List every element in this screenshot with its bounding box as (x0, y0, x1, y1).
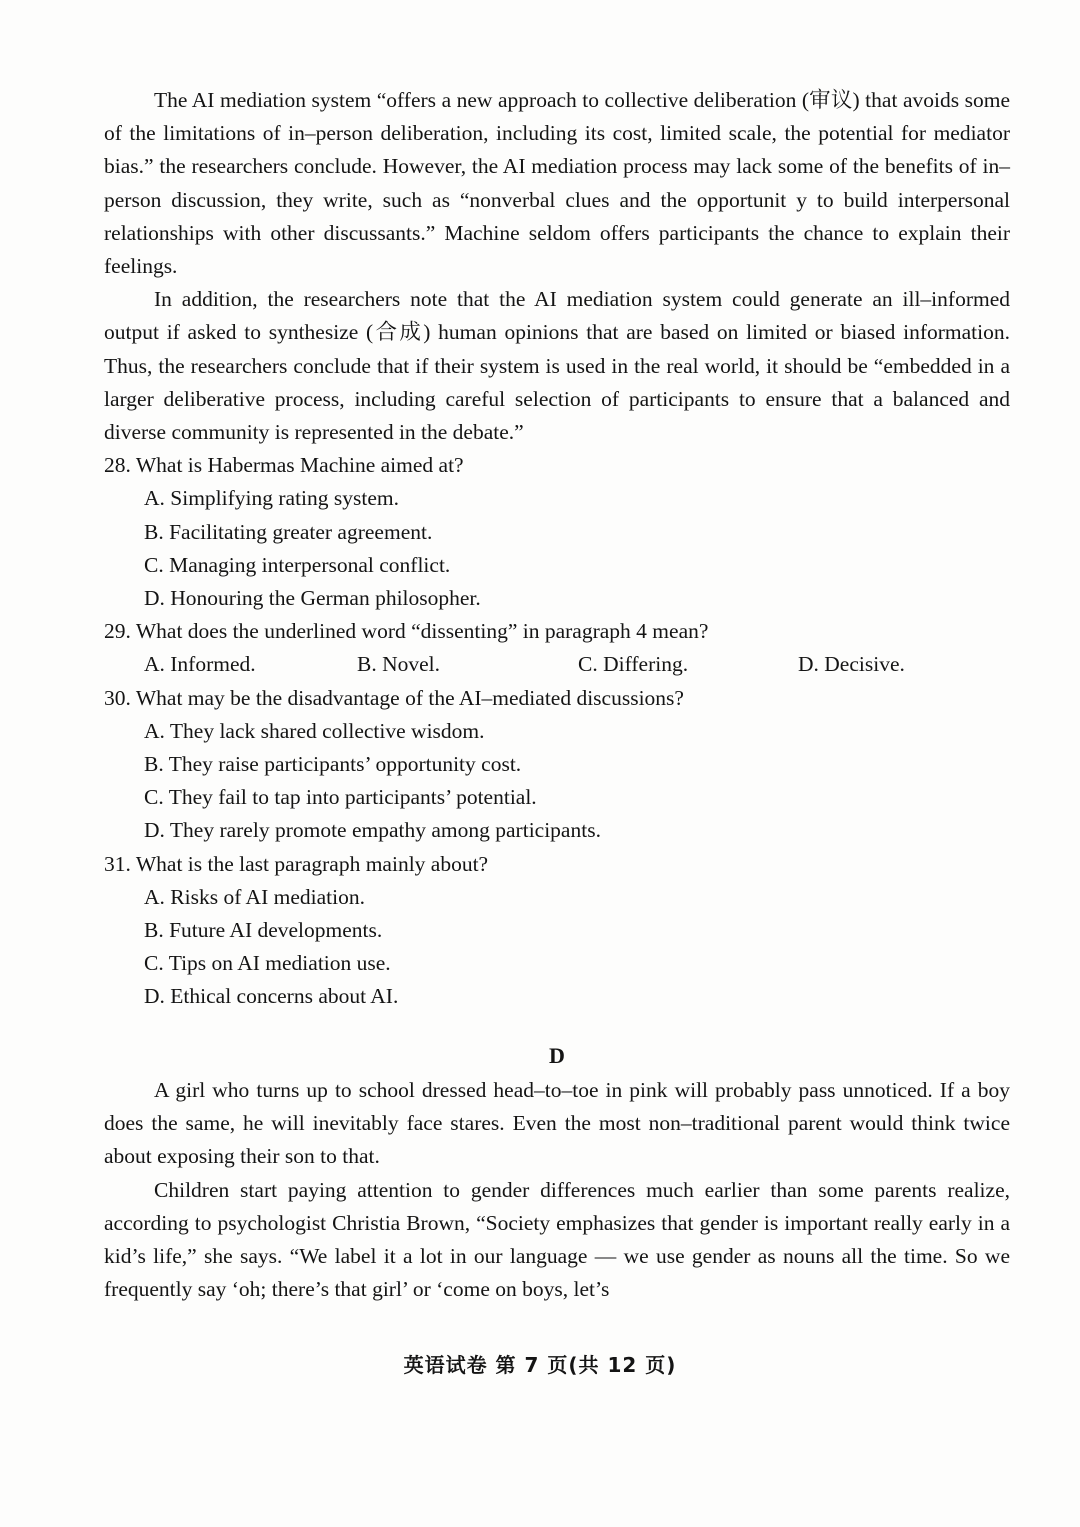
question-30-stem: 30. What may be the disadvantage of the AI–mediated discussions? (104, 685, 684, 710)
passage-d-paragraph-1: A girl who turns up to school dressed head–to–toe in pink will probably pass unnoticed. If a boy does the same, he will inevitably face stares. Even the most non–traditional parent would think twice about exposing their son to that. (104, 1077, 1010, 1169)
question-31-option-c: C. Tips on AI mediation use. (144, 951, 391, 976)
page-content (104, 84, 1010, 1306)
question-28 (104, 449, 1010, 615)
passage-c-paragraph-2: In addition, the researchers note that the AI mediation system could generate an ill–informed output if asked to synthesize (合成) human opinions that are based on limited or biased information. Thus, the researchers conclude that if their system is used in the real world, it should be “embedded in a larger deliberative process, including careful selection of participants to ensure that a balanced and diverse community is represented in the debate.” (104, 287, 1010, 445)
question-29-stem: 29. What does the underlined word “dissenting” in paragraph 4 mean? (104, 619, 709, 644)
question-28-option-b: B. Facilitating greater agreement. (144, 519, 433, 544)
question-30 (104, 682, 1010, 848)
question-28-option-c: C. Managing interpersonal conflict. (144, 552, 451, 577)
question-31-stem: 31. What is the last paragraph mainly about? (104, 851, 489, 876)
question-29-options (104, 648, 1010, 681)
question-30-option-d: D. They rarely promote empathy among participants. (144, 818, 601, 843)
question-30-option-b: B. They raise participants’ opportunity cost. (144, 752, 522, 777)
passage-d-title: D (549, 1042, 565, 1068)
question-28-stem: 28. What is Habermas Machine aimed at? (104, 453, 464, 478)
passage-d-paragraph-2: Children start paying attention to gender differences much earlier than some parents realize, according to psychologist Christia Brown, “Society emphasizes that gender is important really early in a kid’s life,” she says. “We label it a lot in our language — we use gender as nouns all the time. So we frequently say ‘oh; there’s that girl’ or ‘come on boys, let’s (104, 1177, 1010, 1302)
question-29-option-c: C. Differing. (578, 652, 689, 677)
question-29-option-b: B. Novel. (357, 652, 441, 677)
question-29-option-a: A. Informed. (144, 652, 256, 677)
question-28-option-a: A. Simplifying rating system. (144, 486, 400, 511)
question-31-option-b: B. Future AI developments. (144, 918, 383, 943)
question-29-option-d: D. Decisive. (798, 652, 905, 677)
question-31-option-a: A. Risks of AI mediation. (144, 884, 365, 909)
passage-c-paragraph-1: The AI mediation system “offers a new approach to collective deliberation (审议) that avoids some of the limitations of in–person deliberation, including its cost, limited scale, the potential for mediator bias.” the researchers conclude. However, the AI mediation process may lack some of the benefits of in–person discussion, they write, such as “nonverbal clues and the opportunit y to build interpersonal relationships with other discussants.” Machine seldom offers participants the chance to explain their feelings. (104, 88, 1010, 279)
question-31 (104, 848, 1010, 1014)
question-30-option-a: A. They lack shared collective wisdom. (144, 718, 485, 743)
question-30-option-c: C. They fail to tap into participants’ potential. (144, 785, 537, 810)
page-footer: 英语试卷 第 7 页(共 12 页) (403, 1353, 677, 1377)
question-31-option-d: D. Ethical concerns about AI. (144, 984, 399, 1009)
question-28-option-d: D. Honouring the German philosopher. (144, 586, 481, 611)
question-29 (104, 615, 1010, 681)
